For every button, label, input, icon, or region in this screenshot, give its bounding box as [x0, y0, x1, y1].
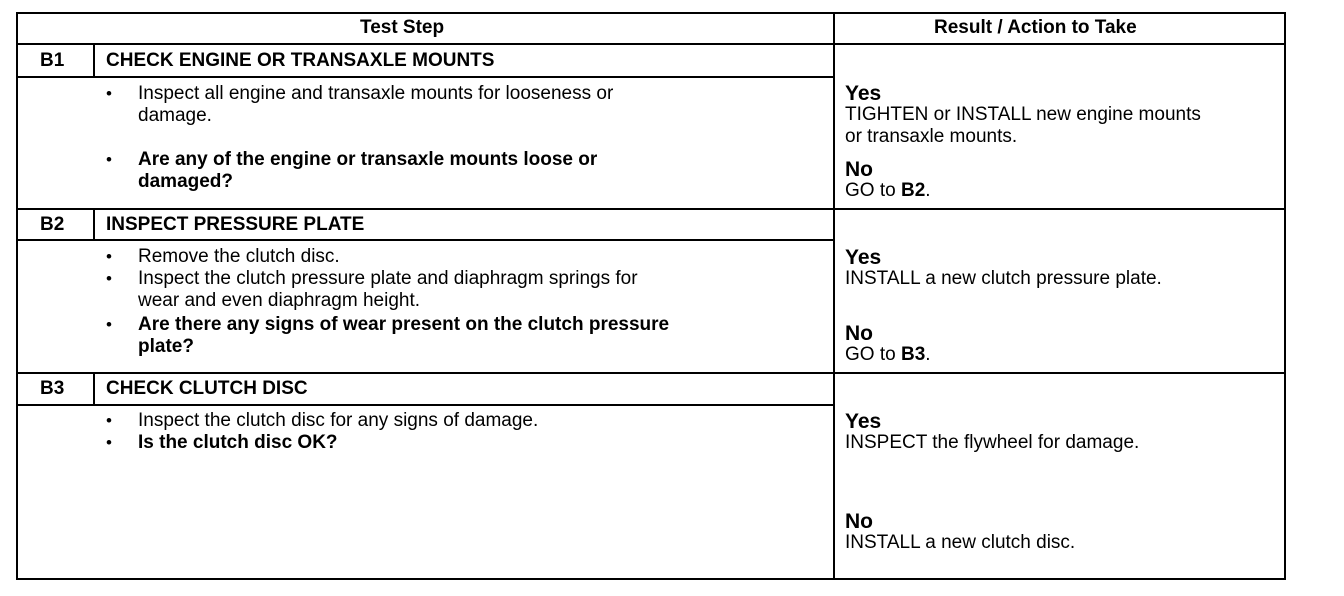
result-b2-yes-label: Yes: [845, 246, 882, 269]
step-title-b3: CHECK CLUTCH DISC: [106, 378, 308, 399]
bullet-b3-2: •: [106, 433, 112, 452]
code-divider-b3: [93, 373, 95, 405]
step-b3-item-1-line-1: Inspect the clutch disc for any signs of damage.: [138, 410, 539, 431]
result-b1-no-label: No: [845, 158, 873, 181]
bullet-b2-3: •: [106, 315, 112, 334]
step-code-b3: B3: [40, 378, 65, 399]
step-title-b2: INSPECT PRESSURE PLATE: [106, 214, 365, 235]
code-divider-b1: [93, 44, 95, 77]
step-b1-item-1-line-2: damage.: [138, 105, 212, 126]
step-code-b2: B2: [40, 214, 65, 235]
result-b1-no-suffix: .: [925, 180, 931, 201]
step-b1-question-line-2: damaged?: [138, 171, 234, 192]
result-b2-no-ref: B3: [900, 344, 926, 365]
result-b1-no-action: [845, 180, 931, 202]
title-rule-b3: [16, 404, 834, 406]
step-b1-item-1-line-1: Inspect all engine and transaxle mounts for looseness or: [138, 83, 614, 104]
bullet-b2-2: •: [106, 269, 112, 288]
result-b2-no-prefix: GO to: [845, 344, 901, 365]
result-b1-yes-line-2: or transaxle mounts.: [845, 126, 1018, 147]
result-b2-no-suffix: .: [925, 344, 931, 365]
result-b1-yes-label: Yes: [845, 82, 882, 105]
step-title-b1: CHECK ENGINE OR TRANSAXLE MOUNTS: [106, 50, 495, 71]
result-b3-no-line-1: INSTALL a new clutch disc.: [845, 532, 1076, 553]
bullet-b1-2: •: [106, 150, 112, 169]
step-code-b1: B1: [40, 50, 65, 71]
result-b2-no-action: [845, 344, 931, 366]
title-rule-b1: [16, 76, 834, 78]
result-b3-yes-line-1: INSPECT the flywheel for damage.: [845, 432, 1140, 453]
result-b1-no-prefix: GO to: [845, 180, 901, 201]
step-b2-item-2-line-2: wear and even diaphragm height.: [138, 290, 421, 311]
result-b3-yes-label: Yes: [845, 410, 882, 433]
row-rule-b2: [16, 208, 1286, 210]
step-b2-item-1-line-1: Remove the clutch disc.: [138, 246, 340, 267]
result-b3-no-label: No: [845, 510, 873, 533]
title-rule-b2: [16, 239, 834, 241]
bullet-b2-1: •: [106, 247, 112, 266]
result-b1-no-ref: B2: [900, 180, 926, 201]
header-rule: [16, 43, 1286, 45]
step-b2-item-2-line-1: Inspect the clutch pressure plate and diaphragm springs for: [138, 268, 638, 289]
result-b2-no-label: No: [845, 322, 873, 345]
step-b2-question-line-1: Are there any signs of wear present on the clutch pressure: [138, 314, 670, 335]
result-b1-yes-line-1: TIGHTEN or INSTALL new engine mounts: [845, 104, 1201, 125]
step-b3-question-line-1: Is the clutch disc OK?: [138, 432, 338, 453]
header-test-step: Test Step: [360, 17, 445, 38]
result-b2-yes-line-1: INSTALL a new clutch pressure plate.: [845, 268, 1162, 289]
bullet-b3-1: •: [106, 411, 112, 430]
step-b1-question-line-1: Are any of the engine or transaxle mounts loose or: [138, 149, 598, 170]
bullet-b1-1: •: [106, 84, 112, 103]
step-b2-question-line-2: plate?: [138, 336, 194, 357]
header-result-action: Result / Action to Take: [934, 17, 1137, 38]
column-divider: [833, 12, 835, 580]
code-divider-b2: [93, 209, 95, 240]
row-rule-b3: [16, 372, 1286, 374]
